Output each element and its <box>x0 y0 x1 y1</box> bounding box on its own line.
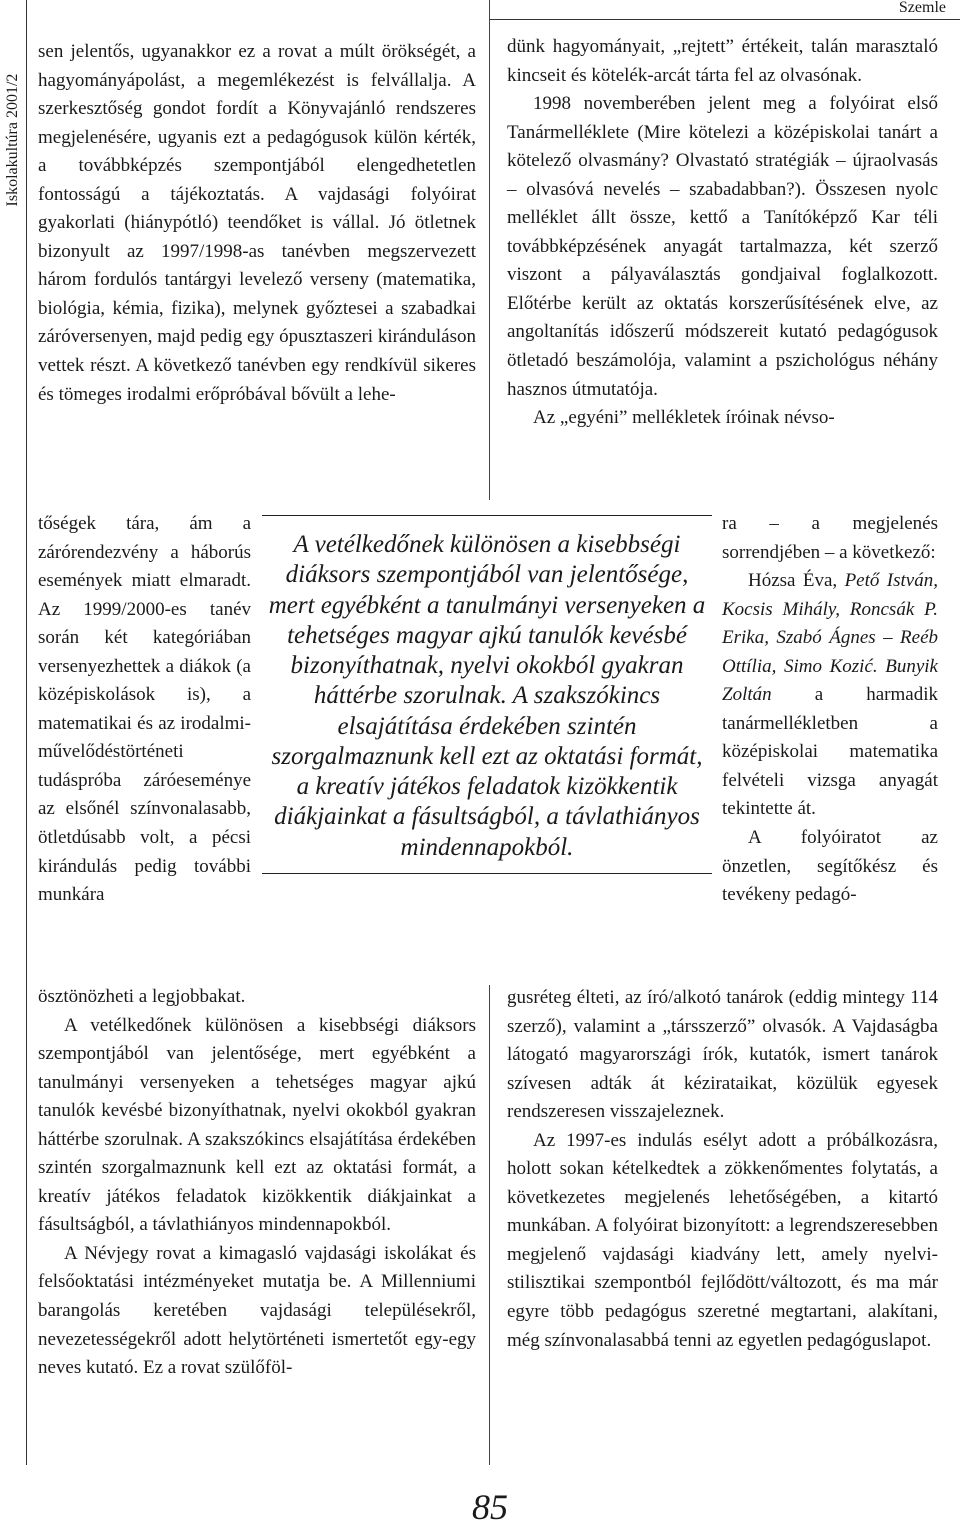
journal-title-text: Iskolakultúra 2001/2 <box>4 73 21 207</box>
paragraph: tőségek tára, ám a zárórendezvény a háborús események miatt elmaradt. Az 1999/2000-es tanév során két kategóriában versenyezhettek a diákok (a középiskolások is), a matematikai és az irodalmi-művelődéstörténeti tudáspróba záróeseménye az elsőnél színvonalasabb, ötletdúsabb volt, a pécsi kirándulás pedig további munkára <box>38 513 251 906</box>
left-margin-rule <box>26 0 27 1465</box>
author-lead: Hózsa Éva, <box>748 570 838 592</box>
paragraph: A vetélkedőnek különösen a kisebbségi diáksors szempontjából van jelentősége, mert egyébként a tanulmányi versenyeken a tehetséges magyar ajkú tanulók kevésbé bizonyíthatnak, nyelvi okokból gyakran háttérbe szorulnak. A szakszókincs elsajátítása érdekében szintén szorgalmaznunk kell ezt az oktatási formát, a kreatív játékos feladatok kizökkentik diákjainkat a fásultságból, a távlathiányos mindennapokból. <box>38 1014 476 1236</box>
paragraph: 1998 novemberében jelent meg a folyóirat első Tanármelléklete (Mire kötelezi a középiskolai tanárt a kötelező olvasmány? Olvastató stratégiák – újraolvasás – olvasóvá nevelés – szabadabban?). Összesen nyolc melléklet állt össze, kettő a Tanítóképző Kar téli továbbképzésének anyagát tartalmazza, két szerző viszont a pályaválasztás gondjaival foglalkozott. Előtérbe került az oktatás korszerűsítésének elve, az angoltanítás időszerű módszereit kutató pedagógusok ötletadó beszámolója, valamint a pszichológus néhány hasznos útmutatója. <box>507 93 938 400</box>
paragraph: Az „egyéni” mellékletek íróinak névso- <box>533 407 835 429</box>
paragraph: gusréteg élteti, az író/alkotó tanárok (eddig mintegy 114 szerző), valamint a „társszerző” olvasók. A Vajdaságba látogató magyarországi írók, kutatók, ismert tanárok szívesen adták át kézirataikat, közülük egyesek rendszeresen visszajeleznek. <box>507 987 938 1123</box>
author-list <box>722 567 938 824</box>
left-column-narrow <box>38 510 251 910</box>
header-rule <box>489 19 960 20</box>
journal-title-vertical <box>0 0 26 1465</box>
pull-quote-rule-bottom <box>262 873 712 874</box>
left-column-bottom <box>38 983 476 1383</box>
paragraph: dünk hagyományait, „rejtett” értékeit, talán marasztaló kincseit és kötelék-arcát tárta fel az olvasónak. <box>507 36 938 86</box>
section-label: Szemle <box>898 0 946 16</box>
paragraph: A Névjegy rovat a kimagasló vajdasági iskolákat és felsőoktatási intézményeket mutatja be. A Millenniumi barangolás keretében vajdasági településekről, nevezetességekről adott helytörténeti ismertetőt egy-egy neves kutató. Ez a rovat szülőföl- <box>38 1242 476 1379</box>
pull-quote <box>262 515 712 874</box>
column-divider-top <box>489 0 490 500</box>
paragraph: Az 1997-es indulás esélyt adott a próbálkozásra, holott sokan kételkedtek a zökkenőmentes folytatás, a következetes megjelenés lehetőségében, a kitartó munkában. A folyóirat bizonyított: a legrendszeresebben megjelenő vajdasági kiadvány lett, amely nyelvi-stilisztikai szempontból fejlődött/változott, és ma már egyre több pedagógus szeretné megtartani, alakítani, még színvonalasabbá tenni az egyetlen pedagóguslapot. <box>507 1129 938 1351</box>
right-column-bottom <box>507 984 938 1355</box>
page-number: 85 <box>472 1487 508 1527</box>
left-column-top <box>38 38 476 409</box>
right-column-top <box>507 33 938 433</box>
pull-quote-text: A vetélkedőnek különösen a kisebbségi diáksors szempontjából van jelentősége, mert egyébként a tanulmányi versenyeken a tehetséges magyar ajkú tanulók kevésbé bizonyíthatnak, nyelvi okokból gyakran háttérbe szorulnak. A szakszókincs elsajátítása érdekében szintén szorgalmaznunk kell ezt az oktatási formát, a kreatív játékos feladatok kizökkentik diákjainkat a fásultságból, a távlathiányos mindennapokból. <box>268 531 706 861</box>
paragraph: A folyóiratot az önzetlen, segítőkész és tevékeny pedagó- <box>722 827 938 906</box>
author-names: Pető István, Kocsis Mihály, Roncsák P. Erika, Szabó Ágnes – Reéb Ottília, Simo Kozić. Bunyik Zoltán <box>722 570 938 706</box>
right-column-narrow <box>722 510 938 910</box>
paragraph: sen jelentős, ugyanakkor ez a rovat a múlt örökségét, a hagyományápolást, a megemlékezést is felvállalja. A szerkesztőség gondot fordít a Könyvajánló rendszeres megjelenésére, ugyanis ezt a pedagógusok külön kérték, a továbbképzés szempontjából elengedhetetlen fontosságú a tájékoztatás. A vajdasági folyóirat gyakorlati (hiánypótló) teendőket is vállal. Jó ötletnek bizonyult az 1997/1998-as tanévben megszervezett három fordulós tantárgyi levelező verseny (matematika, biológia, kémia, fizika), melynek győztesei a szabadkai záróversenyen, majd pedig egy ópusztaszeri kiránduláson vettek részt. A következő tanévben egy rendkívül sikeres és tömeges irodalmi erőpróbával bővült a lehe- <box>38 41 476 405</box>
paragraph-end: ösztönözheti a legjobbakat. <box>38 986 246 1007</box>
paragraph: ra – a megjelenés sorrendjében – a következő: <box>722 513 938 563</box>
column-divider-bottom <box>489 985 490 1465</box>
paragraph: a harmadik tanármellékletben a középiskolai matematika felvételi vizsga anyagát tekintette át. <box>722 684 938 820</box>
